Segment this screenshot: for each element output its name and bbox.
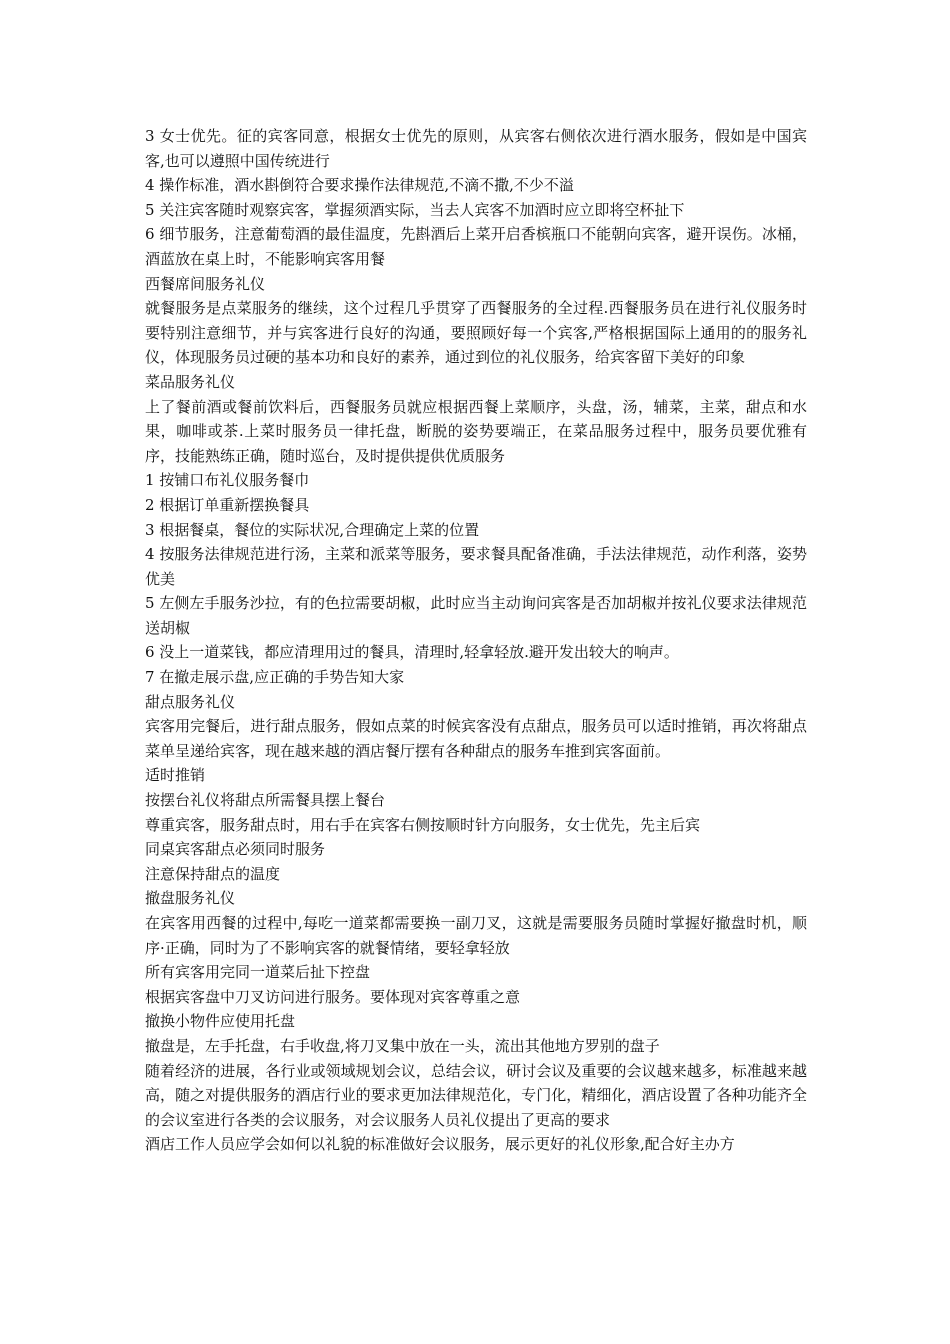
- list-item-timely-promotion: 适时推销: [145, 766, 206, 785]
- section-heading-plate-clearing: 撤盘服务礼仪: [145, 889, 236, 908]
- paragraph-meeting-service-staff: 酒店工作人员应学会如何以礼貌的标准做好会议服务，展示更好的礼仪形象,配合好主办方: [145, 1135, 735, 1154]
- paragraph-item-4-operation-standard: 4 操作标准，酒水斟倒符合要求操作法律规范,不滴不撒,不少不溢: [145, 176, 574, 195]
- list-item-tableware: 2 根据订单重新摆换餐具: [145, 495, 310, 514]
- list-item-same-time-service: 同桌宾客甜点必须同时服务: [145, 840, 326, 859]
- section-heading-dessert-service: 甜点服务礼仪: [145, 692, 236, 711]
- list-item-napkin: 1 按铺口布礼仪服务餐巾: [145, 471, 310, 490]
- paragraph-item-3-ladies-first: 3 女士优先。征的宾客同意，根据女士优先的原则，从宾客右侧依次进行酒水服务，假如是中国宾客,也可以遵照中国传统进行: [145, 127, 807, 170]
- paragraph-plate-clearing-intro: 在宾客用西餐的过程中,每吃一道菜都需要换一副刀叉，这就是需要服务员随时掌握好撤盘时机，顺序·正确，同时为了不影响宾客的就餐情绪，要轻拿轻放: [145, 914, 807, 957]
- paragraph-dessert-service-intro: 宾客用完餐后，进行甜点服务，假如点菜的时候宾客没有点甜点，服务员可以适时推销，再次将甜点菜单呈递给宾客，现在越来越的酒店餐厅摆有各种甜点的服务车推到宾客面前。: [145, 717, 807, 760]
- list-item-show-plate: 7 在撤走展示盘,应正确的手势告知大家: [145, 668, 405, 687]
- paragraph-item-6-detail-service: 6 细节服务，注意葡萄酒的最佳温度，先斟酒后上菜开启香槟瓶口不能朝向宾客，避开误伤。冰桶，酒蓝放在桌上时，不能影响宾客用餐: [145, 225, 807, 268]
- list-item-use-tray: 撤换小物件应使用托盘: [145, 1012, 296, 1031]
- section-heading-table-service: 西餐席间服务礼仪: [145, 274, 266, 293]
- list-item-soup-main-course: 4 按服务法律规范进行汤，主菜和派菜等服务，要求餐具配备准确，手法法律规范，动作利落，姿势优美: [145, 545, 807, 588]
- paragraph-meeting-service-intro: 随着经济的进展，各行业或领域规划会议，总结会议，研讨会议及重要的会议越来越多，标准越来越高，随之对提供服务的酒店行业的要求更加法律规范化，专门化，精细化，酒店设置了各种功能齐全的会议室进行各类的会议服务，对会议服务人员礼仪提出了更高的要求: [145, 1061, 807, 1129]
- list-item-dessert-tableware: 按摆台礼仪将甜点所需餐具摆上餐台: [145, 791, 386, 810]
- list-item-clear-tableware: 6 没上一道菜钱，都应清理用过的餐具，清理时,轻拿轻放.避开发出较大的响声。: [145, 643, 679, 662]
- list-item-clearing-method: 撤盘是，左手托盘，右手收盘,将刀叉集中放在一头，流出其他地方罗别的盘子: [145, 1036, 660, 1055]
- list-item-serving-position: 3 根据餐桌，餐位的实际状况,合理确定上菜的位置: [145, 520, 480, 539]
- list-item-respect-guests: 尊重宾客，服务甜点时，用右手在宾客右侧按顺时针方向服务，女士优先，先主后宾: [145, 815, 701, 834]
- list-item-salad-pepper: 5 左侧左手服务沙拉，有的色拉需要胡椒，此时应当主动询问宾客是否加胡椒并按礼仪要求法律规范送胡椒: [145, 594, 807, 637]
- list-item-cutlery-position: 根据宾客盘中刀叉访问进行服务。要体现对宾客尊重之意: [145, 987, 521, 1006]
- paragraph-item-5-observe-guests: 5 关注宾客随时观察宾客，掌握须酒实际，当去人宾客不加酒时应立即将空杯扯下: [145, 200, 685, 219]
- list-item-dessert-temperature: 注意保持甜点的温度: [145, 864, 281, 883]
- paragraph-dish-service-intro: 上了餐前酒或餐前饮料后，西餐服务员就应根据西餐上菜顺序，头盘，汤，辅菜，主菜，甜点和水果，咖啡或茶.上菜时服务员一律托盘，断脱的姿势要端正，在菜品服务过程中，服务员要优雅有序，技能熟练正确，随时巡台，及时提供提供优质服务: [145, 397, 807, 465]
- paragraph-table-service-intro: 就餐服务是点菜服务的继续，这个过程几乎贯穿了西餐服务的全过程.西餐服务员在进行礼仪服务时要特别注意细节，并与宾客进行良好的沟通，要照顾好每一个宾客,严格根据国际上通用的的服务礼仪，体现服务员过硬的基本功和良好的素养，通过到位的礼仪服务，给宾客留下美好的印象: [145, 299, 807, 367]
- list-item-clear-after-course: 所有宾客用完同一道菜后扯下控盘: [145, 963, 371, 982]
- section-heading-dish-service: 菜品服务礼仪: [145, 372, 236, 391]
- document-body: [145, 124, 807, 1157]
